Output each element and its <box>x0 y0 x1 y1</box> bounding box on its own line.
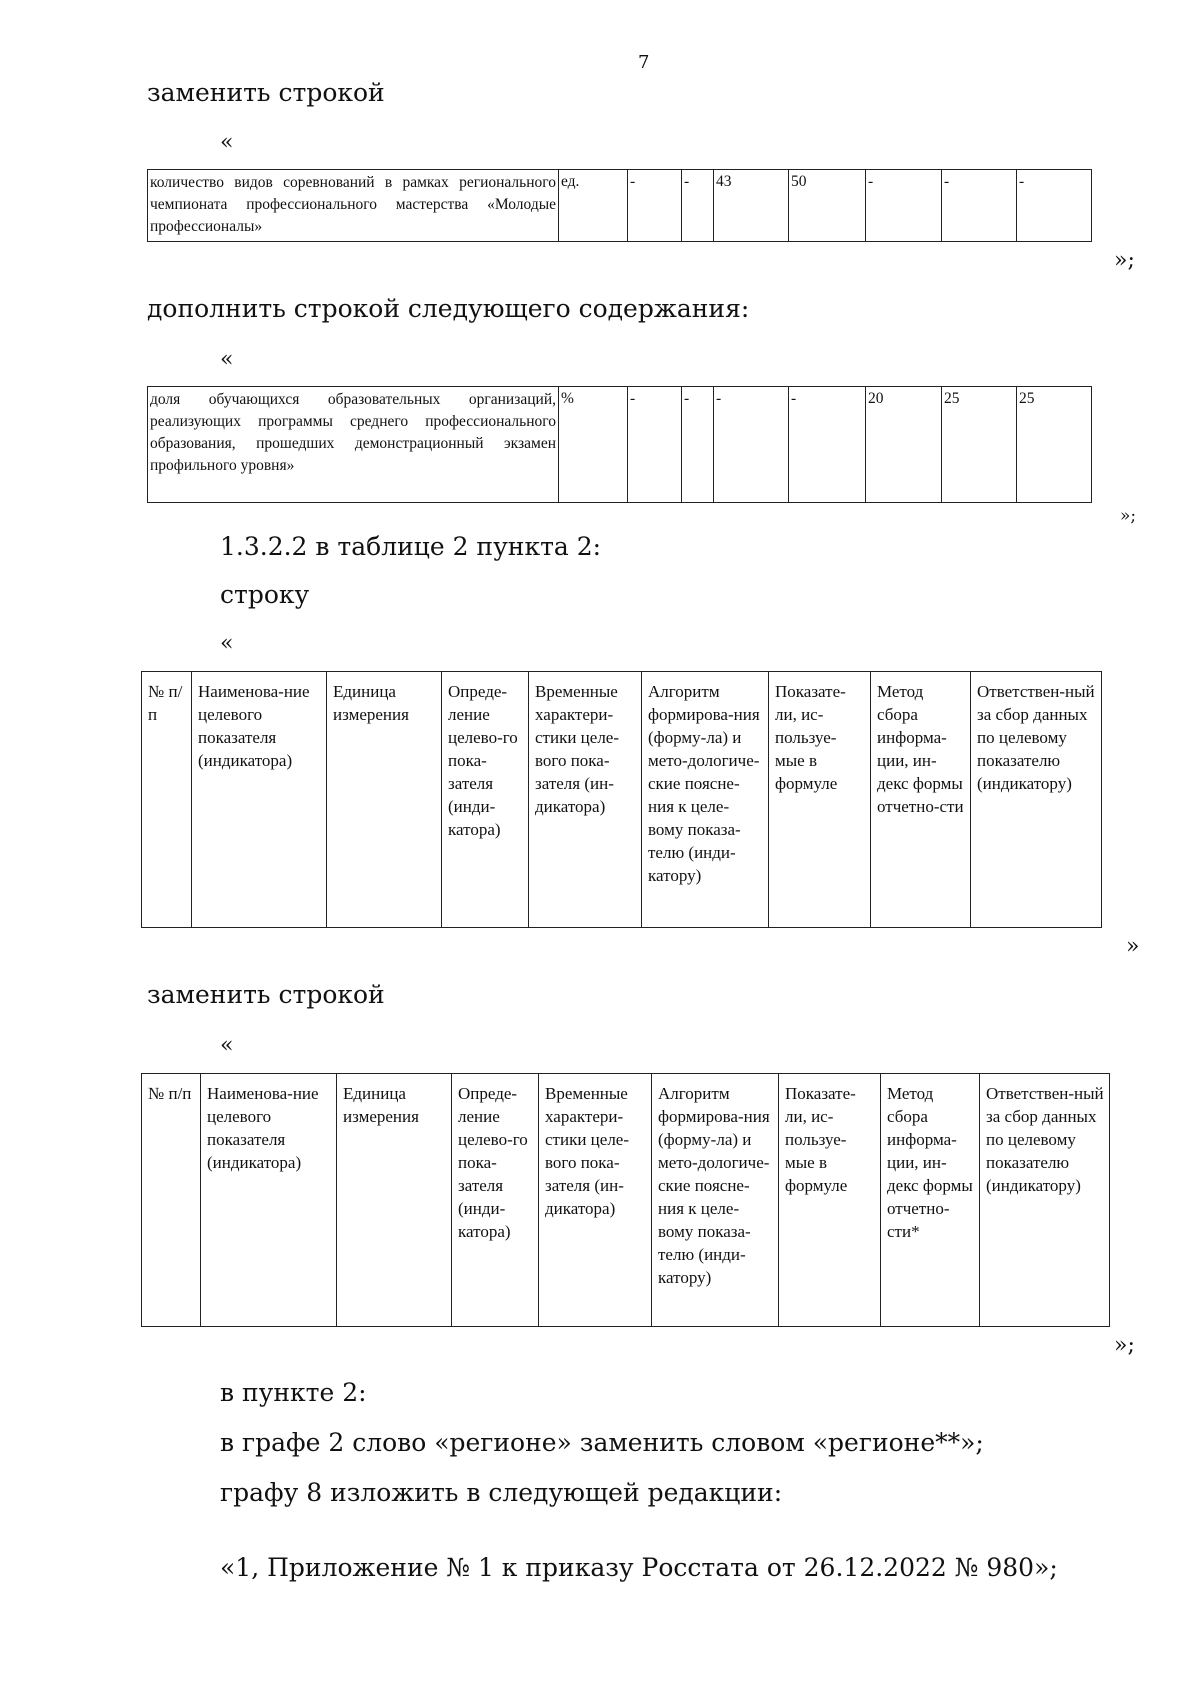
unit-cell: % <box>559 387 628 503</box>
table-header-new <box>141 1073 1110 1327</box>
value-cell: 43 <box>714 170 789 242</box>
open-quote: « <box>220 1033 234 1058</box>
header-cell: № п/п <box>142 672 192 928</box>
value-cell: 50 <box>789 170 866 242</box>
value-cell: - <box>628 170 682 242</box>
paragraph-in-point-2: в пункте 2: <box>220 1378 367 1407</box>
value-cell: - <box>714 387 789 503</box>
paragraph-replace-row: заменить строкой <box>147 980 385 1009</box>
header-cell: Показате-ли, ис-пользуе-мые в формуле <box>779 1074 881 1327</box>
value-cell: 25 <box>942 387 1017 503</box>
close-quote: »; <box>1114 248 1135 273</box>
paragraph-column-8: графу 8 изложить в следующей редакции: <box>220 1478 783 1507</box>
value-cell: - <box>682 387 714 503</box>
open-quote: « <box>220 347 234 372</box>
value-cell: 25 <box>1017 387 1092 503</box>
paragraph-new-text: «1, Приложение № 1 к приказу Росстата от 26.12.2022 № 980»; <box>220 1553 1058 1582</box>
value-cell: - <box>866 170 942 242</box>
open-quote: « <box>220 631 234 656</box>
page-number: 7 <box>638 52 650 73</box>
value-cell: - <box>628 387 682 503</box>
table-header-old <box>141 671 1102 928</box>
indicator-name-cell: количество видов соревнований в рамках регионального чемпионата профессионального мастерства «Молодые профессионалы» <box>148 170 559 242</box>
paragraph-column-2: в графе 2 слово «регионе» заменить словом «регионе**»; <box>220 1428 984 1457</box>
header-cell: № п/п <box>142 1074 201 1327</box>
header-cell: Опреде-ление целево-го пока-зателя (инди-катора) <box>442 672 529 928</box>
value-cell: 20 <box>866 387 942 503</box>
paragraph-add-row: дополнить строкой следующего содержания: <box>147 294 750 323</box>
header-cell: Алгоритм формирова-ния (форму-ла) и мето-дологиче-ские поясне-ния к целе-вому показа-телю (инди-катору) <box>652 1074 779 1327</box>
table-row-competitions <box>147 169 1092 242</box>
open-quote: « <box>220 130 234 155</box>
close-quote: » <box>1126 934 1140 959</box>
value-cell: - <box>789 387 866 503</box>
header-cell: Ответствен-ный за сбор данных по целевому показателю (индикатору) <box>980 1074 1110 1327</box>
header-cell: Метод сбора информа-ции, ин-декс формы отчетно-сти* <box>881 1074 980 1327</box>
value-cell: - <box>942 170 1017 242</box>
table-row-demo-exam <box>147 386 1092 503</box>
close-quote: »; <box>1120 506 1137 526</box>
header-cell: Единица измерения <box>337 1074 452 1327</box>
unit-cell: ед. <box>559 170 628 242</box>
header-cell: Алгоритм формирова-ния (форму-ла) и мето-дологиче-ские поясне-ния к целе-вому показа-телю (инди-катору) <box>642 672 769 928</box>
close-quote: »; <box>1114 1333 1135 1358</box>
header-cell: Временные характери-стики целе-вого пока-зателя (ин-дикатора) <box>529 672 642 928</box>
paragraph-replace-row: заменить строкой <box>147 78 385 107</box>
paragraph-row-word: строку <box>220 580 310 609</box>
header-cell: Ответствен-ный за сбор данных по целевому показателю (индикатору) <box>971 672 1102 928</box>
value-cell: - <box>682 170 714 242</box>
header-cell: Временные характери-стики целе-вого пока-зателя (ин-дикатора) <box>539 1074 652 1327</box>
value-cell: - <box>1017 170 1092 242</box>
indicator-name-cell: доля обучающихся образовательных организаций, реализующих программы среднего профессионального образования, прошедших демонстрационный экзамен профильного уровня» <box>148 387 559 503</box>
header-cell: Наименова-ние целевого показателя (индикатора) <box>192 672 327 928</box>
header-cell: Опреде-ление целево-го пока-зателя (инди-катора) <box>452 1074 539 1327</box>
header-cell: Единица измерения <box>327 672 442 928</box>
header-cell: Метод сбора информа-ции, ин-декс формы отчетно-сти <box>871 672 971 928</box>
header-cell: Наименова-ние целевого показателя (индикатора) <box>201 1074 337 1327</box>
header-cell: Показате-ли, ис-пользуе-мые в формуле <box>769 672 871 928</box>
paragraph-subsection: 1.3.2.2 в таблице 2 пункта 2: <box>220 532 602 561</box>
